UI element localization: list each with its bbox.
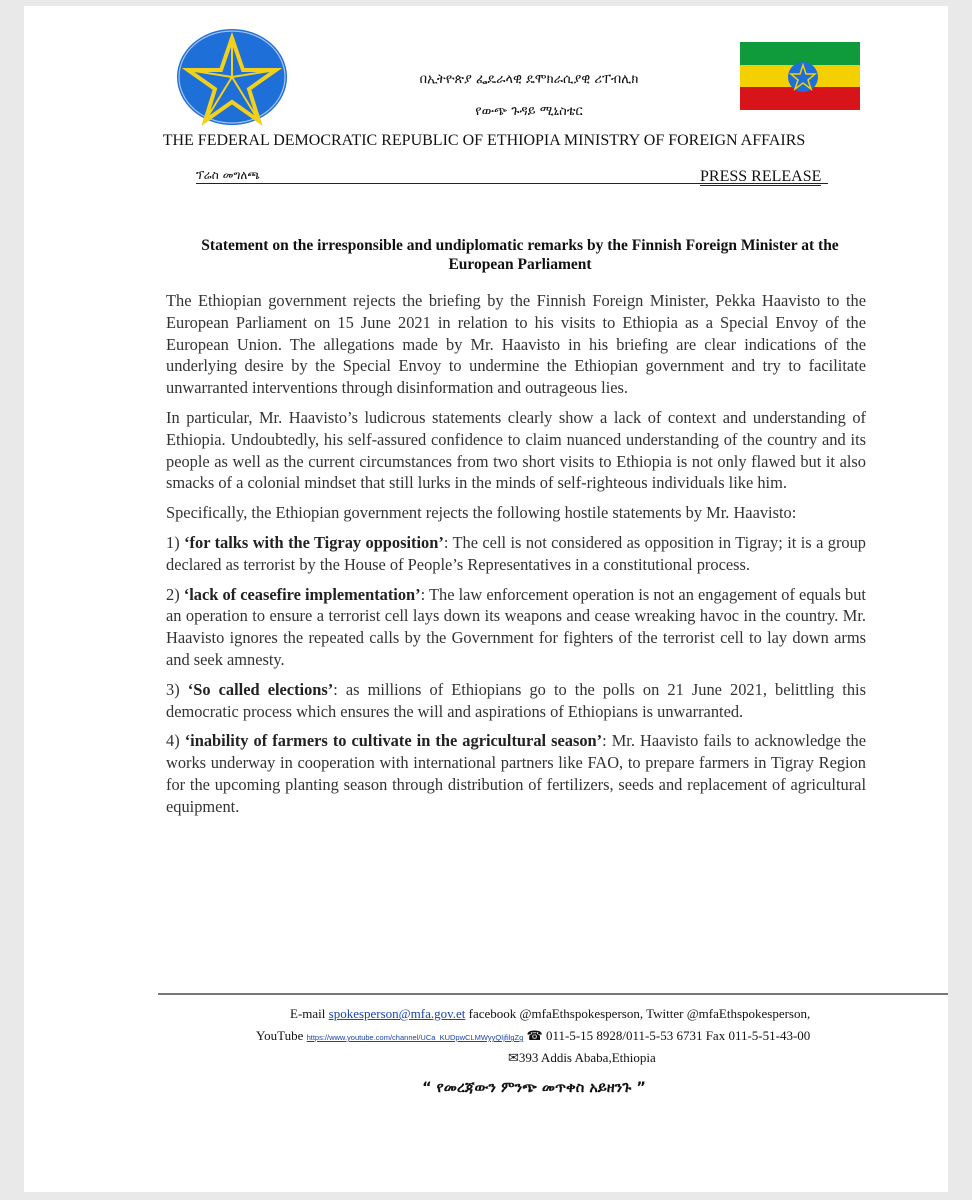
ethiopia-flag-icon — [740, 42, 860, 110]
list-item-2: 2) ‘lack of ceasefire implementation’: The law enforcement operation is not an engagement of equals but an operation to ensure a terrorist cell lays down its weapons and cease wreaking havoc in the country. Mr. Haavisto ignores the repeated calls by the Government for fighters of the terrorist cell to lay down arms and seek amnesty. — [166, 584, 866, 669]
footer-divider — [158, 993, 948, 995]
country-name-amharic: በኢትዮጵያ ፌዴራላዊ ዴሞክራሲያዊ ሪፐብሊክ — [419, 72, 639, 87]
press-release-label-amharic: ፕሬስ መግለጫ — [196, 168, 260, 182]
list-item-3: 3) ‘So called elections’: as millions of Ethiopians go to the polls on 21 June 2021, belittling this democratic process which ensures the will and aspirations of Ethiopians is unwarranted. — [166, 679, 866, 721]
item-3-quote: ‘So called elections’ — [187, 679, 334, 699]
ministry-name-amharic: የውጭ ጉዳይ ሚኒስቴር — [475, 104, 583, 119]
email-link[interactable]: spokesperson@mfa.gov.et — [328, 1006, 466, 1021]
youtube-link[interactable]: https://www.youtube.com/channel/UCa_KUDpwCLMWyyQIjfilgZg — [306, 1033, 524, 1042]
paragraph-2: In particular, Mr. Haavisto’s ludicrous statements clearly show a lack of context and understanding of Ethiopia. Undoubtedly, his self-assured confidence to claim nuanced understanding of the country and its people as well as the current circumstances from two short visits to Ethiopia is not only flawed but it also smacks of a colonial mindset that still lurks in the minds of self-righteous individuals like him. — [166, 407, 866, 493]
item-4-quote: ‘inability of farmers to cultivate in the agricultural season’ — [184, 731, 603, 751]
ministry-title-english: THE FEDERAL DEMOCRATIC REPUBLIC OF ETHIOPIA MINISTRY OF FOREIGN AFFAIRS — [162, 132, 806, 149]
item-1-quote: ‘for talks with the Tigray opposition’ — [184, 532, 444, 552]
statement-body — [166, 290, 866, 826]
footer-contact-line-1: E-mail spokesperson@mfa.gov.et facebook @mfaEthspokesperson, Twitter @mfaEthspokesperson, — [290, 1006, 811, 1021]
footer-motto: “ የመረጃውን ምንጭ መጥቀስ አይዘንጉ ” — [422, 1080, 646, 1096]
document-page — [24, 6, 948, 1192]
ethiopia-emblem-icon — [176, 28, 288, 126]
item-2-quote: ‘lack of ceasefire implementation’ — [183, 584, 421, 604]
statement-headline: Statement on the irresponsible and undiplomatic remarks by the Finnish Foreign Minister at the European Parliament — [201, 237, 839, 273]
press-release-label: PRESS RELEASE — [700, 168, 822, 185]
footer-contact-line-2: YouTube https://www.youtube.com/channel/UCa_KUDpwCLMWyyQIjfilgZg ☎ 011-5-15 8928/011-5-53 6731 Fax 011-5-51-43-00 — [256, 1028, 811, 1043]
paragraph-3: Specifically, the Ethiopian government rejects the following hostile statements by Mr. Haavisto: — [166, 503, 797, 523]
footer-pobox: ✉393 Addis Ababa,Ethiopia — [508, 1050, 656, 1065]
list-item-1: 1) ‘for talks with the Tigray opposition’: The cell is not considered as opposition in Tigray; it is a group declared as terrorist by the House of People’s Representatives in a constitutional process. — [166, 532, 866, 574]
paragraph-1: The Ethiopian government rejects the briefing by the Finnish Foreign Minister, Pekka Haavisto to the European Parliament on 15 June 2021 in relation to his visits to Ethiopia as a Special Envoy of the European Union. The allegations made by Mr. Haavisto in his briefing are clear indications of the underlying desire by the Special Envoy to undermine the Ethiopian government and try to facilitate unwarranted interventions through disinformation and outrageous lies. — [166, 291, 866, 398]
list-item-4: 4) ‘inability of farmers to cultivate in the agricultural season’: Mr. Haavisto fails to acknowledge the works underway in cooperation with international partners like FAO, to prepare farmers in Tigray Region for the upcoming planting season through distribution of fertilizers, seeds and replacement of agricultural equipment. — [166, 731, 866, 816]
